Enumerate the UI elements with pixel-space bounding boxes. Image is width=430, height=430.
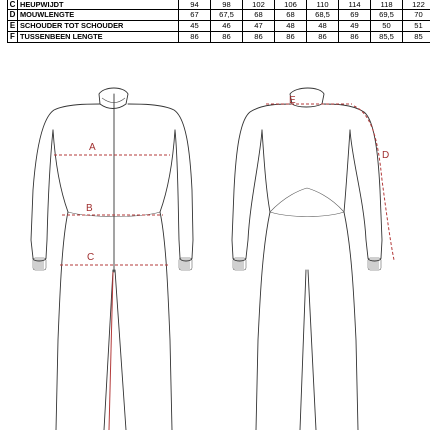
size-value-cell: 98 [211,0,243,10]
back-legs [256,212,358,430]
size-value-cell: 45 [179,21,211,32]
front-right-cuff [179,258,192,270]
row-label: MOUWLENGTE [18,10,179,21]
size-value-cell: 48 [275,21,307,32]
size-value-cell: 118 [371,0,403,10]
measure-label-e: E [289,95,296,106]
size-value-cell: 85,5 [371,32,403,43]
size-value-cell: 51 [403,21,430,32]
size-value-cell: 106 [275,0,307,10]
back-view [232,88,394,430]
measure-label-b: B [86,203,93,214]
size-value-cell: 69,5 [371,10,403,21]
size-value-cell: 86 [307,32,339,43]
size-value-cell: 110 [307,0,339,10]
size-value-cell: 47 [243,21,275,32]
size-value-cell: 48 [307,21,339,32]
back-body-outline [232,104,382,258]
front-collar [99,88,128,109]
row-code: F [8,32,18,43]
row-code: C [8,0,18,10]
size-value-cell: 114 [339,0,371,10]
measure-line-f [109,272,113,430]
size-value-cell: 122 [403,0,430,10]
row-label: TUSSENBEEN LENGTE [18,32,179,43]
measure-label-a: A [89,142,96,153]
measure-label-d: D [382,150,390,161]
size-value-cell: 86 [179,32,211,43]
size-value-cell: 67 [179,10,211,21]
row-label: SCHOUDER TOT SCHOUDER [18,21,179,32]
size-value-cell: 68,5 [307,10,339,21]
row-code: D [8,10,18,21]
size-value-cell: 68 [243,10,275,21]
back-right-cuff [368,258,381,270]
back-left-cuff [233,258,246,270]
measure-line-d [354,106,394,260]
size-value-cell: 49 [339,21,371,32]
size-value-cell: 86 [211,32,243,43]
size-value-cell: 94 [179,0,211,10]
size-value-cell: 67,5 [211,10,243,21]
size-value-cell: 50 [371,21,403,32]
size-value-cell: 70 [403,10,430,21]
size-value-cell: 85 [403,32,430,43]
front-left-cuff [33,258,46,270]
size-value-cell: 86 [275,32,307,43]
size-value-cell: 102 [243,0,275,10]
size-value-cell: 86 [243,32,275,43]
row-code: E [8,21,18,32]
size-value-cell: 68 [275,10,307,21]
row-label: HEUPWIJDT [18,0,179,10]
measure-label-c: C [87,252,95,263]
size-value-cell: 86 [339,32,371,43]
size-value-cell: 46 [211,21,243,32]
front-view [31,88,193,430]
size-value-cell: 69 [339,10,371,21]
